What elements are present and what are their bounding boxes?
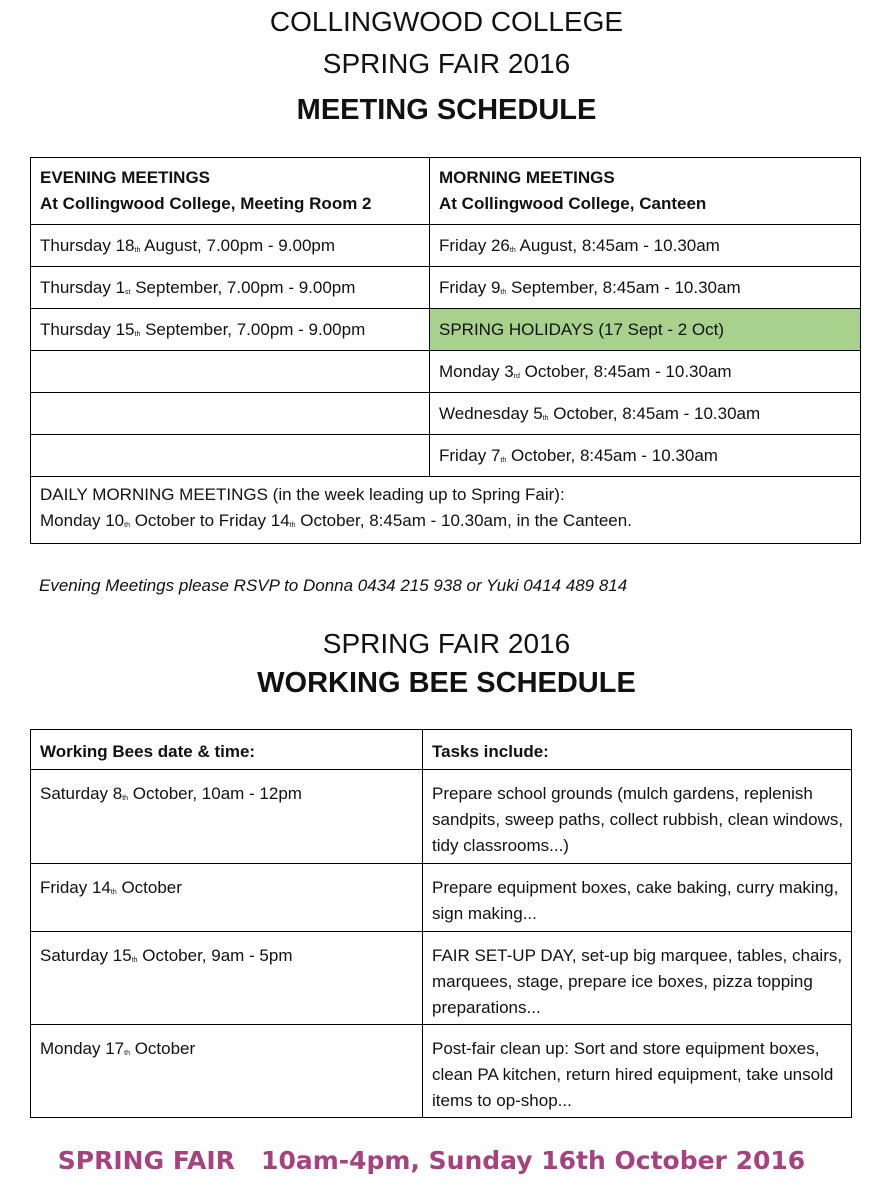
date-rest: September, 7.00pm - 9.00pm [130,277,356,297]
event-title: SPRING FAIR 2016 [322,48,571,79]
meeting-row [31,225,861,267]
working-bee-table [30,729,852,1118]
morning-meeting-cell [430,267,861,309]
working-bee-row [31,932,852,1025]
morning-meeting-cell [430,351,861,393]
tasks-header: Tasks include: [423,730,852,770]
ordinal-suffix: th [131,957,138,964]
working-bee-tasks: Prepare school grounds (mulch gardens, replenish sandpits, sweep paths, collect rubbish, clean windows, tidy classrooms...) [423,770,852,864]
evening-meeting-cell [31,225,430,267]
working-bee-date [31,770,423,864]
ordinal-suffix: th [542,414,549,422]
evening-header-title: EVENING MEETINGS [40,168,211,187]
evening-meeting-cell-empty [31,435,430,477]
date-text: Wednesday 5 [439,403,543,423]
daily-meetings-cell [31,477,861,544]
meeting-schedule-title: MEETING SCHEDULE [296,94,597,126]
date-rest: September, 8:45am - 10.30am [506,277,741,297]
date-rest: August, 8:45am - 10.30am [515,235,720,255]
meeting-schedule-table [30,157,861,544]
working-bee-date [31,864,423,932]
date-text: Thursday 1 [40,277,126,297]
working-bee-event-title: SPRING FAIR 2016 [322,628,571,659]
working-bee-tasks: Prepare equipment boxes, cake baking, curry making, sign making... [423,864,852,932]
daily-meetings-line1: DAILY MORNING MEETINGS (in the week leading up to Spring Fair): [40,484,565,504]
daily-meetings-line2 [40,508,860,539]
ordinal-suffix: th [509,246,516,254]
ordinal-suffix: th [500,288,507,296]
date-text: Friday 9 [439,277,501,297]
working-bee-header-row [31,730,852,770]
meeting-row [31,393,861,435]
date-time-header: Working Bees date & time: [31,730,423,770]
working-bee-date [31,1025,423,1118]
school-name: COLLINGWOOD COLLEGE [269,6,624,37]
ordinal-suffix: rd [513,372,520,380]
morning-meeting-cell [430,393,861,435]
holiday-text: SPRING HOLIDAYS (17 Sept - 2 Oct) [439,319,724,339]
working-bee-schedule-title: WORKING BEE SCHEDULE [257,667,636,699]
working-bee-row [31,770,852,864]
working-bee-tasks: FAIR SET-UP DAY, set-up big marquee, tables, chairs, marquees, stage, prepare ice boxes, pizza topping preparations... [423,932,852,1025]
evening-meeting-cell-empty [31,393,430,435]
meeting-row [31,351,861,393]
meeting-row [31,435,861,477]
ordinal-suffix: th [134,330,141,338]
working-bee-row [31,864,852,932]
evening-meeting-cell [31,267,430,309]
ordinal-suffix: th [110,889,117,896]
ordinal-suffix: th [124,1050,130,1057]
date-text: Friday 14 [40,878,111,897]
morning-meeting-cell [430,435,861,477]
evening-header-location: At Collingwood College, Meeting Room 2 [40,194,372,213]
morning-header-location: At Collingwood College, Canteen [439,194,707,213]
ordinal-suffix: th [122,795,129,802]
evening-meeting-cell-empty [31,351,430,393]
date-text: Thursday 18 [40,235,135,255]
working-bee-date [31,932,423,1025]
date-text: Friday 7 [439,445,501,465]
date-text: Monday 3 [439,361,514,381]
date-rest: October [129,1039,196,1058]
date-text: Monday 17 [40,1039,125,1058]
date-rest: October, 8:45am - 10.30am [548,403,761,423]
date-text: Friday 26 [439,235,510,255]
date-rest: October, 8:45am - 10.30am [519,361,732,381]
date-rest: October [116,878,182,897]
daily-text-c: October, 8:45am - 10.30am, in the Canteen. [295,510,632,530]
morning-meetings-header [430,158,861,225]
date-rest: October, 9am - 5pm [137,946,293,965]
daily-text-a: Monday 10 [40,510,125,530]
meeting-table-header [31,158,861,225]
morning-meeting-cell [430,225,861,267]
date-text: Thursday 15 [40,319,135,339]
ordinal-suffix: th [500,456,507,464]
ordinal-suffix: th [124,521,130,529]
working-bee-tasks: Post-fair clean up: Sort and store equipment boxes, clean PA kitchen, return hired equipment, take unsold items to op-shop... [423,1025,852,1118]
meeting-row [31,267,861,309]
morning-header-title: MORNING MEETINGS [439,168,615,187]
ordinal-suffix: th [289,521,296,529]
fair-date-footer: SPRING FAIR 10am-4pm, Sunday 16th October 2016 [57,1146,806,1175]
evening-meetings-header [31,158,430,225]
date-text: Saturday 8 [40,784,123,803]
meeting-row [31,309,861,351]
daily-text-b: October to Friday 14 [129,510,290,530]
ordinal-suffix: st [125,288,131,296]
date-rest: October, 8:45am - 10.30am [506,445,718,465]
rsvp-note: Evening Meetings please RSVP to Donna 0434 215 938 or Yuki 0414 489 814 [39,576,628,595]
date-rest: September, 7.00pm - 9.00pm [140,319,366,339]
evening-meeting-cell [31,309,430,351]
spring-holidays-cell [430,309,861,351]
daily-meetings-row [31,477,861,544]
working-bee-row [31,1025,852,1118]
date-text: Saturday 15 [40,946,132,965]
date-rest: August, 7.00pm - 9.00pm [140,235,336,255]
date-rest: October, 10am - 12pm [128,784,302,803]
ordinal-suffix: th [134,246,141,254]
